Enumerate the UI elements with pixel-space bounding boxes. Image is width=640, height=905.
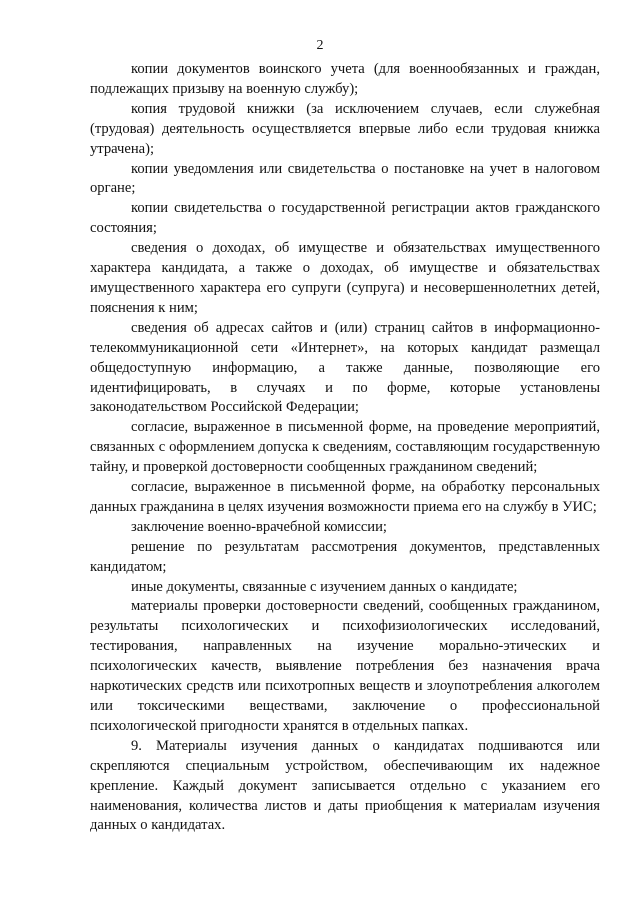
paragraph-tax-registration: копии уведомления или свидетельства о постановке на учет в налоговом органе; [90, 160, 600, 197]
paragraph-section-9: 9. Материалы изучения данных о кандидатах подшиваются или скрепляются специальным устройством, обеспечивающим их надежное крепление. Каждый документ записывается отдельно с указанием его наименования, количества листов и даты приобщения к материалам изучения данных о кандидатах. [90, 737, 600, 834]
document-body [90, 60, 600, 836]
paragraph-review-decision: решение по результатам рассмотрения документов, представленных кандидатом; [90, 538, 600, 575]
paragraph-medical-commission: заключение военно-врачебной комиссии; [131, 518, 387, 535]
paragraph-other-documents: иные документы, связанные с изучением данных о кандидате; [131, 578, 518, 595]
paragraph-verification-materials: материалы проверки достоверности сведений, сообщенных гражданином, результаты психологических и психофизиологических исследований, тестирования, направленных на изучение морально-этических и психологических качеств, выявление потребления без назначения врача наркотических средств или психотропных веществ и злоупотребления алкоголем или токсическими веществами, заключение о профессиональной психологической пригодности хранятся в отдельных папках. [90, 598, 600, 734]
paragraph-military-records: копии документов воинского учета (для военнообязанных и граждан, подлежащих призыву на военную службу); [90, 61, 600, 97]
paragraph-income-property: сведения о доходах, об имуществе и обязательствах имущественного характера кандидата, а также о доходах, об имуществе и обязательствах имущественного характера его супруги (супруга) и несовершеннолетних детей, пояснения к ним; [90, 240, 600, 316]
paragraph-internet-sites: сведения об адресах сайтов и (или) страниц сайтов в информационно-телекоммуникационной сети «Интернет», на которых кандидат размещал общедоступную информацию, а также данные, позволяющие его идентифицировать, в случаях и по форме, которые установлены законодательством Российской Федерации; [90, 319, 600, 416]
paragraph-employment-book: копия трудовой книжки (за исключением случаев, если служебная (трудовая) деятельность осуществляется впервые либо если трудовая книжка утрачена); [90, 100, 600, 157]
page-number: 2 [316, 38, 324, 53]
paragraph-personal-data-consent: согласие, выраженное в письменной форме, на обработку персональных данных гражданина в целях изучения возможности приема его на службу в УИС; [90, 479, 600, 515]
paragraph-civil-status: копии свидетельства о государственной регистрации актов гражданского состояния; [90, 200, 600, 237]
paragraph-state-secret-consent: согласие, выраженное в письменной форме, на проведение мероприятий, связанных с оформлением допуска к сведениям, составляющим государственную тайну, и проверкой достоверности сообщенных гражданином сведений; [90, 419, 600, 476]
